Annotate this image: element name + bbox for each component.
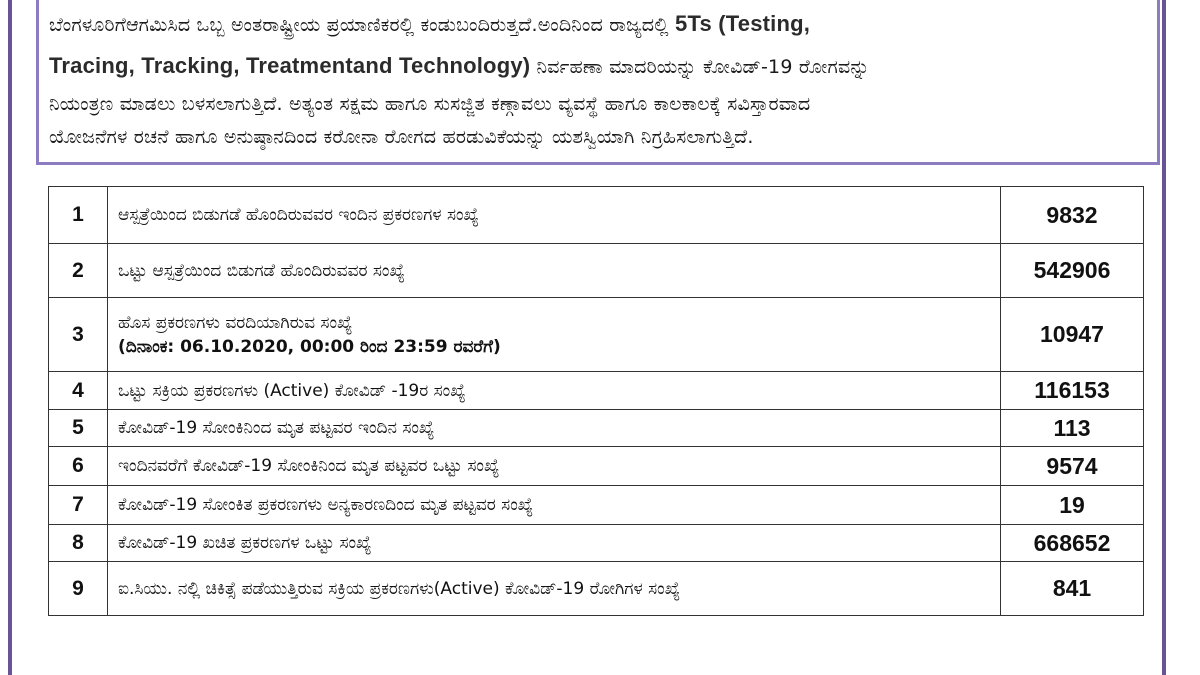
row-number: 5 bbox=[49, 410, 108, 447]
row-value: 668652 bbox=[1001, 525, 1144, 562]
row-number: 1 bbox=[49, 187, 108, 244]
paragraph-line-3 bbox=[49, 91, 1149, 117]
table-row bbox=[49, 562, 1144, 616]
row-number: 6 bbox=[49, 447, 108, 486]
row-description bbox=[108, 187, 1001, 244]
row-description-text: ಆಸ್ಪತ್ರೆಯಿಂದ ಬಿಡುಗಡೆ ಹೊಂದಿರುವವರ ಇಂದಿನ ಪ್ರಕರಣಗಳ ಸಂಖ್ಯೆ bbox=[118, 205, 479, 225]
paragraph-line-4 bbox=[49, 124, 1149, 150]
paragraph-line-1-text: ಬೆಂಗಳೂರಿಗೆಆಗಮಿಸಿದ ಒಬ್ಬ ಅಂತರಾಷ್ಟ್ರೀಯ ಪ್ರಯಾಣಿಕರಲ್ಲಿ ಕಂಡುಬಂದಿರುತ್ತದೆ.ಅಂದಿನಿಂದ ರಾಜ್ಯದಲ್ಲಿ bbox=[49, 14, 669, 36]
row-number: 7 bbox=[49, 486, 108, 525]
row-description bbox=[108, 298, 1001, 372]
table-row bbox=[49, 525, 1144, 562]
table-row bbox=[49, 372, 1144, 410]
row-number: 9 bbox=[49, 562, 108, 616]
row-value: 9832 bbox=[1001, 187, 1144, 244]
table-row bbox=[49, 447, 1144, 486]
row-number: 2 bbox=[49, 244, 108, 298]
row-value: 113 bbox=[1001, 410, 1144, 447]
row-description bbox=[108, 525, 1001, 562]
paragraph-line-2 bbox=[49, 53, 1149, 80]
row-value: 841 bbox=[1001, 562, 1144, 616]
row-number: 8 bbox=[49, 525, 108, 562]
row-description bbox=[108, 410, 1001, 447]
row-description bbox=[108, 562, 1001, 616]
table-row bbox=[49, 244, 1144, 298]
paragraph-line-2-text: ನಿರ್ವಹಣಾ ಮಾದರಿಯನ್ನು ಕೋವಿಡ್-19 ರೋಗವನ್ನು bbox=[536, 56, 870, 78]
row-description-text: ಕೋವಿಡ್-19 ಸೋಂಕಿತ ಪ್ರಕರಣಗಳು ಅನ್ಯಕಾರಣದಿಂದ ಮೃತ ಪಟ್ಟವರ ಸಂಖ್ಯೆ bbox=[118, 495, 534, 515]
row-value: 116153 bbox=[1001, 372, 1144, 410]
row-description bbox=[108, 372, 1001, 410]
row-value: 10947 bbox=[1001, 298, 1144, 372]
row-number: 4 bbox=[49, 372, 108, 410]
row-value: 19 bbox=[1001, 486, 1144, 525]
row-description bbox=[108, 447, 1001, 486]
table-row bbox=[49, 410, 1144, 447]
paragraph-line-1 bbox=[49, 11, 1149, 38]
row-description bbox=[108, 244, 1001, 298]
row-number: 3 bbox=[49, 298, 108, 372]
covid-stats-table bbox=[48, 186, 1144, 616]
summary-paragraph-box bbox=[36, 0, 1160, 165]
row-description-text: ಇಂದಿನವರೆಗೆ ಕೋವಿಡ್-19 ಸೋಂಕಿನಿಂದ ಮೃತ ಪಟ್ಟವರ ಒಟ್ಟು ಸಂಖ್ಯೆ bbox=[118, 456, 500, 476]
table-row bbox=[49, 298, 1144, 372]
row-description-text: ಕೋವಿಡ್-19 ಸೋಂಕಿನಿಂದ ಮೃತ ಪಟ್ಟವರ ಇಂದಿನ ಸಂಖ್ಯೆ bbox=[118, 418, 435, 438]
row-description-text: ಕೋವಿಡ್-19 ಖಚಿತ ಪ್ರಕರಣಗಳ ಒಟ್ಟು ಸಂಖ್ಯೆ bbox=[118, 533, 372, 553]
table-row bbox=[49, 187, 1144, 244]
row-description-text: ಐ.ಸಿಯು. ನಲ್ಲಿ ಚಿಕಿತ್ಸೆ ಪಡೆಯುತ್ತಿರುವ ಸಕ್ರಿಯ ಪ್ರಕರಣಗಳು(Active) ಕೋವಿಡ್-19 ರೋಗಿಗಳ ಸಂಖ್ಯೆ bbox=[118, 578, 681, 599]
paragraph-line-1-latin: 5Ts (Testing, bbox=[675, 11, 811, 36]
row-value: 542906 bbox=[1001, 244, 1144, 298]
row-description bbox=[108, 486, 1001, 525]
row-description-date-range: (ದಿನಾಂಕ: 06.10.2020, 00:00 ರಿಂದ 23:59 ರವರೆಗೆ) bbox=[118, 336, 501, 357]
row-description-text: ಒಟ್ಟು ಸಕ್ರಿಯ ಪ್ರಕರಣಗಳು (Active) ಕೋವಿಡ್ -19ರ ಸಂಖ್ಯೆ bbox=[118, 380, 466, 401]
table-row bbox=[49, 486, 1144, 525]
paragraph-line-4-text: ಯೋಜನೆಗಳ ರಚನೆ ಹಾಗೂ ಅನುಷ್ಠಾನದಿಂದ ಕರೋನಾ ರೋಗದ ಹರಡುವಿಕೆಯನ್ನು ಯಶಸ್ವಿಯಾಗಿ ನಿಗ್ರಹಿಸಲಾಗುತ್ತಿದೆ. bbox=[49, 126, 754, 148]
row-value: 9574 bbox=[1001, 447, 1144, 486]
row-description-text: ಒಟ್ಟು ಆಸ್ಪತ್ರೆಯಿಂದ ಬಿಡುಗಡೆ ಹೊಂದಿರುವವರ ಸಂಖ್ಯೆ bbox=[118, 260, 405, 281]
row-description-text: ಹೊಸ ಪ್ರಕರಣಗಳು ವರದಿಯಾಗಿರುವ ಸಂಖ್ಯೆ bbox=[118, 312, 353, 333]
paragraph-line-3-text: ನಿಯಂತ್ರಣ ಮಾಡಲು ಬಳಸಲಾಗುತ್ತಿದೆ. ಅತ್ಯಂತ ಸಕ್ಷಮ ಹಾಗೂ ಸುಸಜ್ಜಿತ ಕಣ್ಗಾವಲು ವ್ಯವಸ್ಥೆ ಹಾಗೂ ಕಾಲಕಾಲಕ್ಕೆ ಸವಿಸ್ತಾರವಾದ bbox=[49, 93, 811, 115]
paragraph-line-2-latin: Tracing, Tracking, Treatmentand Technology) bbox=[49, 53, 531, 78]
